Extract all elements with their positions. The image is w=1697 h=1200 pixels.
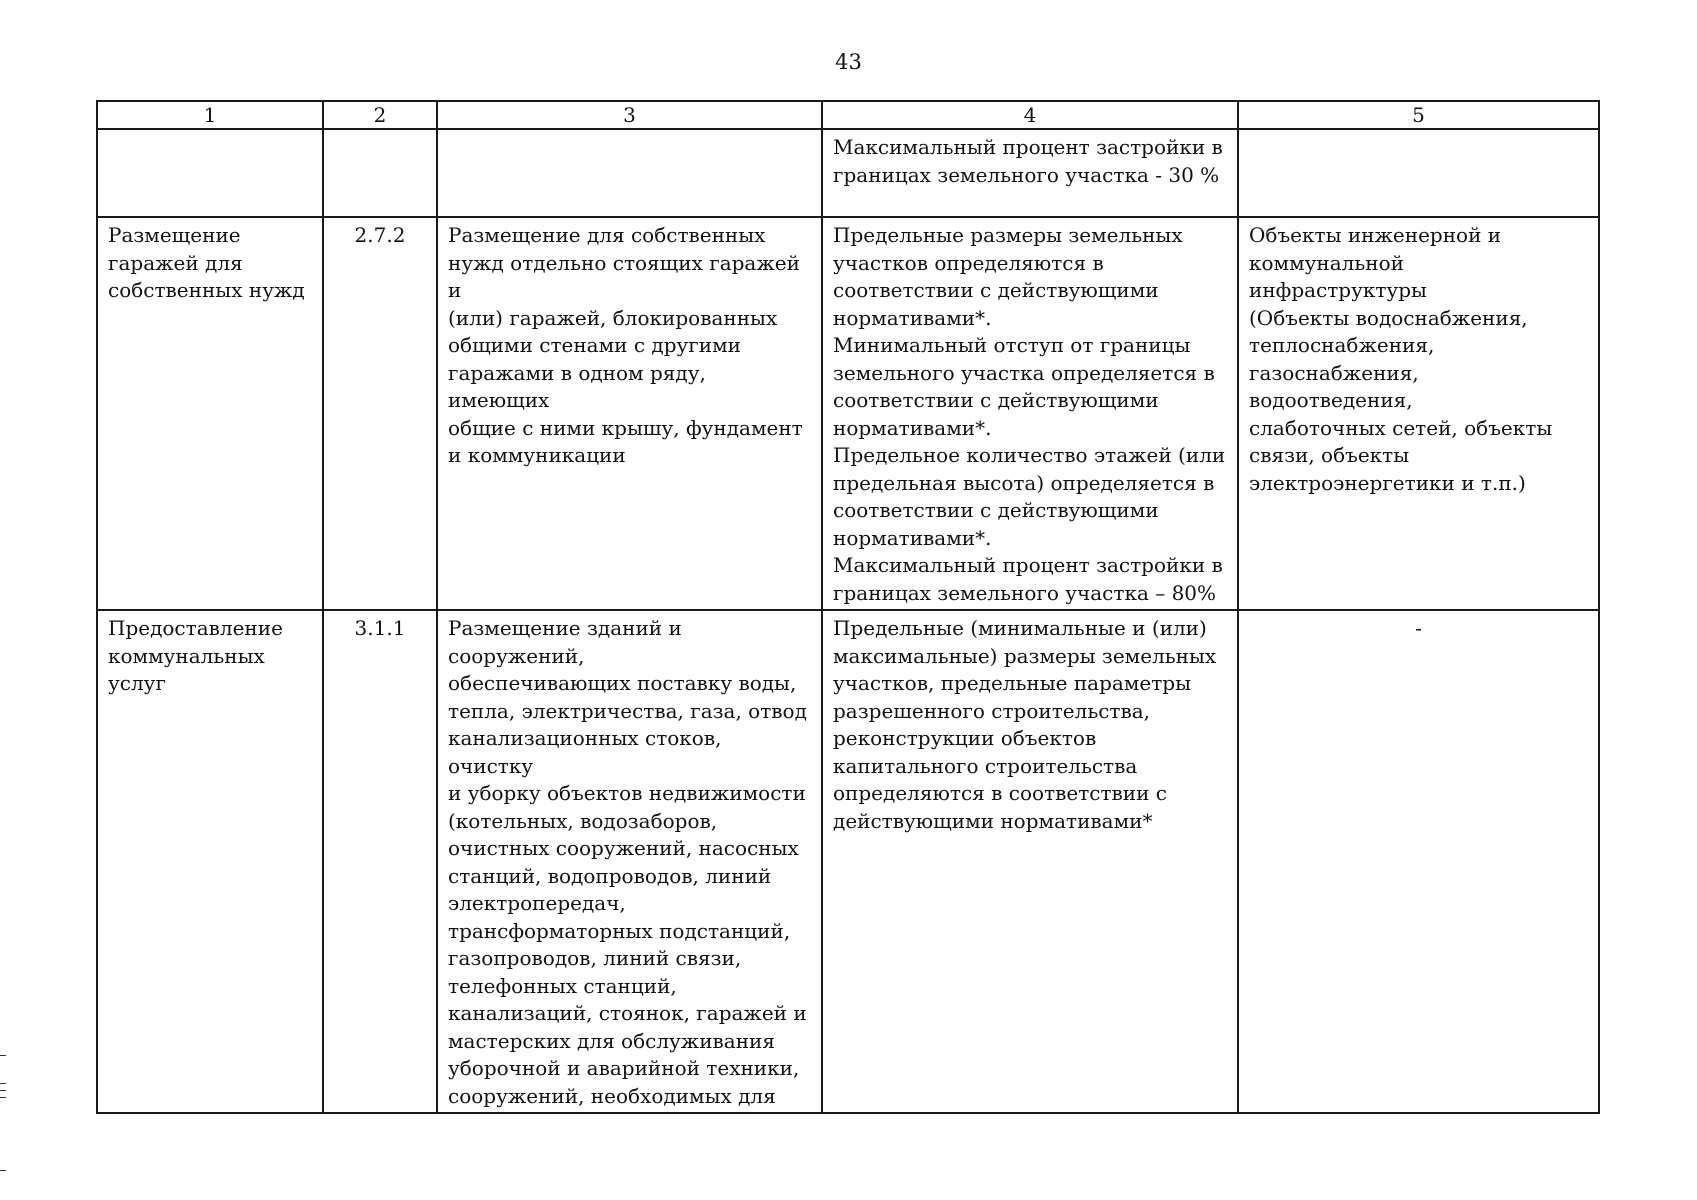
text-line: определяются в соответствии с (833, 781, 1168, 805)
scan-margin-mark (0, 1055, 6, 1056)
text-line: уборочной и аварийной техники, (448, 1056, 800, 1080)
text-line: Объекты инженерной и (1249, 223, 1502, 247)
cell-utilities-parameters (822, 610, 1238, 1113)
cell-continuation-col1 (97, 129, 323, 217)
text-line: (котельных, водозаборов, (448, 808, 718, 833)
header-col-5: 5 (1238, 101, 1599, 129)
page-number: 43 (835, 50, 862, 74)
table-row-utilities (97, 610, 1599, 1113)
text-line: границах земельного участка - 30 % (833, 162, 1220, 187)
text-line: Предельные (минимальные и (или) (833, 616, 1207, 640)
text-line: станций, водопроводов, линий (448, 863, 772, 888)
text-line: обеспечивающих поставку воды, (448, 671, 797, 695)
text-line: гаражей для (108, 250, 243, 275)
scan-margin-mark (0, 1090, 6, 1091)
text-line: соответствии с действующими (833, 388, 1159, 412)
text-line: общими стенами с другими (448, 333, 741, 357)
cell-garages-code: 2.7.2 (323, 217, 437, 610)
text-line: предельная высота) определяется в (833, 470, 1215, 495)
text-line: нужд отдельно стоящих гаражей и (448, 250, 800, 302)
text-line: соответствии с действующими (833, 278, 1159, 302)
cell-continuation-col4 (822, 129, 1238, 217)
text-line: участков, предельные параметры (833, 671, 1192, 695)
text-line: земельного участка определяется в (833, 360, 1215, 385)
text-line: Размещение для собственных (448, 223, 766, 247)
text-line: нормативами*. (833, 305, 992, 330)
text-line: Предельное количество этажей (или (833, 443, 1226, 467)
text-line: максимальные) размеры земельных (833, 643, 1217, 668)
text-line: капитального строительства (833, 753, 1138, 778)
cell-garages-ancillary-uses (1238, 217, 1599, 610)
text-line: (Объекты водоснабжения, (1249, 305, 1528, 330)
text-line: слаботочных сетей, объекты (1249, 415, 1553, 440)
header-col-2: 2 (323, 101, 437, 129)
header-col-3: 3 (437, 101, 822, 129)
text-line: Максимальный процент застройки в (833, 553, 1223, 577)
table-header-row (97, 101, 1599, 129)
text-line: Предельные размеры земельных (833, 223, 1183, 247)
text-line: канализационных стоков, очистку (448, 726, 722, 778)
cell-utilities-code: 3.1.1 (323, 610, 437, 1113)
text-line: и уборку объектов недвижимости (448, 781, 806, 805)
text-line: электропередач, (448, 891, 626, 915)
table-row-continuation (97, 129, 1599, 217)
cell-continuation-col5 (1238, 129, 1599, 217)
scan-margin-mark (0, 1083, 6, 1084)
cell-continuation-col3 (437, 129, 822, 217)
text-line: сооружений, необходимых для (448, 1083, 776, 1108)
cell-utilities-ancillary-uses: - (1238, 610, 1599, 1113)
text-line: телефонных станций, (448, 973, 677, 998)
text-line: Размещение зданий и сооружений, (448, 616, 682, 668)
text-line: коммунальных (108, 643, 265, 668)
text-line: границах земельного участка – 80% (833, 580, 1217, 605)
text-line: Размещение (108, 223, 241, 247)
cell-garages-use-name (97, 217, 323, 610)
text-line: тепла, электричества, газа, отвод (448, 698, 807, 723)
text-line: газоснабжения, водоотведения, (1249, 360, 1419, 412)
text-line: действующими нормативами* (833, 808, 1153, 833)
text-line: гаражами в одном ряду, имеющих (448, 360, 706, 412)
scan-margin-mark (0, 1170, 6, 1171)
text-line: трансформаторных подстанций, (448, 918, 791, 943)
cell-continuation-col2 (323, 129, 437, 217)
cell-utilities-description (437, 610, 822, 1113)
text-line: и коммуникации (448, 443, 626, 467)
cell-utilities-use-name (97, 610, 323, 1113)
cell-garages-description (437, 217, 822, 610)
text-line: соответствии с действующими (833, 498, 1159, 522)
text-line: мастерских для обслуживания (448, 1028, 775, 1053)
table-row-garages (97, 217, 1599, 610)
text-line: газопроводов, линий связи, (448, 946, 742, 970)
text-line: очистных сооружений, насосных (448, 836, 799, 860)
text-line: Минимальный отступ от границы (833, 333, 1191, 357)
text-line: нормативами*. (833, 415, 992, 440)
text-line: реконструкции объектов (833, 726, 1097, 750)
text-line: Предоставление (108, 616, 283, 640)
text-line: связи, объекты (1249, 443, 1410, 467)
land-use-table (96, 100, 1600, 1114)
text-line: теплоснабжения, (1249, 333, 1435, 357)
cell-garages-parameters (822, 217, 1238, 610)
text-line: собственных нужд (108, 278, 305, 302)
text-line: Максимальный процент застройки в (833, 135, 1223, 159)
text-line: канализаций, стоянок, гаражей и (448, 1001, 807, 1025)
text-line: общие с ними крышу, фундамент (448, 415, 803, 440)
text-line: участков определяются в (833, 250, 1104, 275)
text-line: разрешенного строительства, (833, 698, 1151, 723)
text-line: коммунальной инфраструктуры (1249, 250, 1427, 302)
text-line: нормативами*. (833, 525, 992, 550)
header-col-4: 4 (822, 101, 1238, 129)
text-line: услуг (108, 671, 166, 695)
scan-margin-mark (0, 1097, 6, 1098)
text-line: электроэнергетики и т.п.) (1249, 470, 1526, 495)
header-col-1: 1 (97, 101, 323, 129)
text-line: (или) гаражей, блокированных (448, 305, 778, 330)
